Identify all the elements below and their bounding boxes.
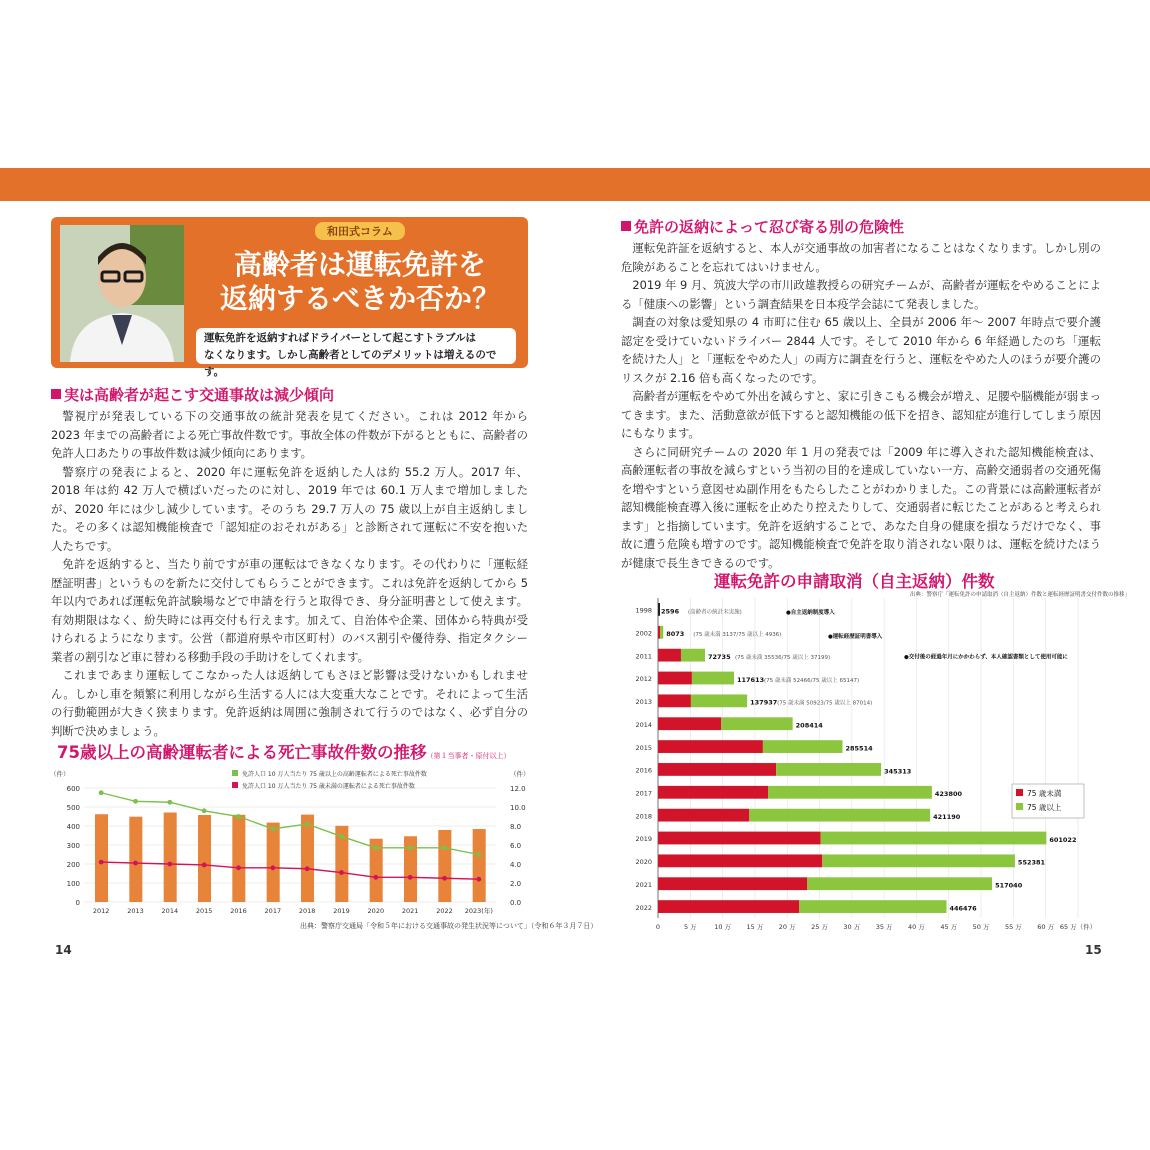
x-tick-label: 5 万 bbox=[683, 923, 697, 931]
line-point bbox=[408, 845, 413, 850]
right-chart bbox=[618, 588, 1131, 934]
line-point bbox=[442, 876, 447, 881]
line-point bbox=[167, 800, 172, 805]
bar-detail-label: (75 歳未満 3137/75 歳以上 4936) bbox=[693, 632, 782, 639]
x-tick-label: 2023(年) bbox=[464, 907, 493, 915]
line-point bbox=[99, 790, 104, 795]
right-paragraph: 調査の対象は愛知県の 4 市町に住む 65 歳以上、全員が 2006 年～ 2007 年時点で要介護認定を受けていないドライバー 2844 人です。そして 2010 年から 6 年経過したのち「運転を続けた人」と「運転をやめた人」の両方に調査を行うと、運転をやめた人のほうが要介護のリスクが 2.16 倍も高くなったのです。 bbox=[621, 315, 1101, 385]
y-tick-label: 2011 bbox=[635, 652, 652, 661]
bar bbox=[95, 814, 108, 902]
bar-segment-under-75 bbox=[658, 809, 749, 822]
legend-label: 75 歳以上 bbox=[1027, 803, 1062, 812]
right-paragraph: 高齢者が運転をやめて外出を減らすと、家に引きこもる機会が増え、足腰や脳機能が弱まってきます。また、活動意欲が低下すると認知機能の低下を招き、認知症が進行してしまう原因にもなります。 bbox=[621, 389, 1101, 440]
y-tick-label: 2013 bbox=[635, 698, 652, 707]
bar-segment-75-plus bbox=[763, 740, 843, 753]
column-tag-label: 和田式コラム bbox=[315, 222, 405, 240]
bar-segment-75-plus bbox=[749, 809, 930, 822]
legend-label: 75 歳未満 bbox=[1027, 789, 1062, 798]
right-paragraph: 運転免許証を返納すると、本人が交通事故の加害者になることはなくなります。しかし別の危険があることを忘れてはいけません。 bbox=[621, 241, 1101, 274]
bar-segment-under-75 bbox=[658, 672, 692, 685]
x-tick-label: 2015 bbox=[195, 907, 213, 915]
page-number-right: 15 bbox=[1085, 943, 1102, 957]
x-tick-label: 2021 bbox=[401, 907, 419, 915]
left-section-heading bbox=[51, 384, 334, 405]
line-point bbox=[305, 822, 310, 827]
line-point bbox=[99, 860, 104, 865]
right-section-heading bbox=[621, 216, 904, 237]
left-chart-subtitle: （第１当事者・原付以上） bbox=[426, 752, 511, 760]
author-portrait bbox=[60, 225, 184, 362]
x-tick-label: 2013 bbox=[127, 907, 144, 915]
bar-detail-label: (75 歳未満 35536/75 歳以上 37199) bbox=[734, 654, 831, 661]
line-point bbox=[167, 862, 172, 867]
bar-total-label: 137937 bbox=[750, 698, 778, 707]
bar-segment-under-75 bbox=[658, 763, 776, 776]
bar bbox=[129, 817, 142, 902]
bar-total-label: 2596 bbox=[661, 607, 680, 616]
bar bbox=[473, 829, 486, 902]
legend-label: 免許人口 10 万人当たり 75 歳以上の高齢運転者による死亡事故件数 bbox=[242, 771, 427, 778]
bar-total-label: 208414 bbox=[795, 721, 823, 730]
bar-segment-under-75 bbox=[658, 900, 799, 913]
line-point bbox=[476, 877, 481, 882]
column-lead bbox=[196, 328, 516, 378]
bar bbox=[267, 823, 280, 902]
y-tick-label-left: 100 bbox=[66, 880, 80, 888]
bar-segment-75-plus bbox=[807, 877, 992, 890]
left-chart-source: 出典：警察庁交通局「令和５年における交通事故の発生状況等について」（令和６年３月７日） bbox=[300, 922, 598, 930]
column-tag bbox=[200, 222, 520, 240]
x-tick-label: 50 万 bbox=[972, 923, 990, 931]
y-tick-label: 2019 bbox=[635, 835, 652, 844]
line-point bbox=[442, 845, 447, 850]
y-tick-label-left: 300 bbox=[66, 842, 80, 850]
bar-total-label: 8073 bbox=[666, 630, 685, 639]
bar bbox=[198, 815, 211, 902]
square-bullet-icon bbox=[51, 389, 61, 399]
bar-segment-75-plus bbox=[721, 717, 792, 730]
annotation-label: ●自主返納制度導入 bbox=[786, 610, 835, 616]
annotation-label: ●交付後の経過年月にかかわらず、本人確認書類として使用可能に bbox=[904, 654, 1068, 661]
left-section-heading-text: 実は高齢者が起こす交通事故は減少傾向 bbox=[64, 386, 335, 404]
column-title-line2: 返納するべきか否か？ bbox=[219, 282, 500, 315]
bar-segment-75-plus bbox=[768, 786, 932, 799]
y-tick-label-left: 600 bbox=[66, 785, 80, 793]
line-point bbox=[270, 865, 275, 870]
y-axis-unit-left: （件） bbox=[50, 770, 70, 778]
left-chart-title-text: 75歳以上の高齢運転者による死亡事故件数の推移 bbox=[57, 743, 427, 762]
line-point bbox=[133, 799, 138, 804]
bar-segment bbox=[658, 603, 660, 616]
bar-segment-under-75 bbox=[658, 854, 822, 867]
bar-total-label: 345313 bbox=[884, 767, 912, 776]
y-tick-label: 2018 bbox=[635, 812, 652, 821]
bar-segment-under-75 bbox=[658, 649, 681, 662]
y-tick-label-right: 0.0 bbox=[510, 899, 522, 907]
bar-segment-75-plus bbox=[692, 672, 734, 685]
y-tick-label-right: 12.0 bbox=[510, 785, 526, 793]
left-paragraph: これまであまり運転してこなかった人は返納してもさほど影響は受けないかもしれません。しかし車を頻繁に利用しながら生活する人には大変重大なことです。それによって生活の行動範囲が大きく狭まります。免許返納は周囲に強制されて行うのではなく、必ず自分の判断で決めましょう。 bbox=[51, 668, 528, 738]
y-tick-label: 2016 bbox=[635, 766, 652, 775]
bar-segment-75-plus bbox=[821, 832, 1047, 845]
bar-segment-75-plus bbox=[822, 854, 1015, 867]
bar-segment-75-plus bbox=[681, 649, 705, 662]
line-point bbox=[236, 814, 241, 819]
line-point bbox=[373, 875, 378, 880]
x-tick-label: 25 万 bbox=[811, 923, 828, 931]
x-tick-label: 0 bbox=[655, 923, 661, 931]
x-tick-label: 45 万 bbox=[940, 923, 958, 931]
square-bullet-icon bbox=[621, 221, 631, 231]
x-tick-label: 65 万（件） bbox=[1059, 923, 1097, 931]
x-tick-label: 2020 bbox=[367, 907, 385, 915]
right-paragraph: さらに同研究チームの 2020 年 1 月の発表では「2009 年に導入された認知機能検査は、高齢運転者の事故を減らすという当初の目的を達成していない一方、高齢交通弱者の交通死傷を増やすという意図せぬ副作用をもたらしたことがわかりました。この背景には高齢運転者が認知機能検査導入後に運転を止めたり控えたりして、交通弱者に転じたことがあると考えられます」と指摘しています。免許を返納することで、あなた自身の健康を損なうだけでなく、事故に遭う危険も増すのです。認知機能検査で免許を取り消されない限りは、運転を続けたほうが健康で長生きできるのです。 bbox=[621, 444, 1101, 570]
right-chart-title: 運転免許の申請取消（自主返納）件数 bbox=[714, 572, 995, 591]
x-tick-label: 2019 bbox=[333, 907, 350, 915]
series-line-under-75 bbox=[101, 862, 479, 879]
bar-detail-label: (高齢者の統計未実施) bbox=[688, 609, 742, 616]
bar-total-label: 601022 bbox=[1049, 835, 1077, 844]
bar-total-label: 446476 bbox=[949, 904, 977, 913]
bar-segment-under-75 bbox=[658, 694, 691, 707]
bar-total-label: 552381 bbox=[1017, 858, 1046, 867]
line-point bbox=[339, 834, 344, 839]
y-tick-label: 2022 bbox=[635, 903, 652, 912]
page-number-left: 14 bbox=[55, 943, 72, 957]
bar bbox=[164, 813, 177, 902]
x-tick-label: 60 万 bbox=[1037, 923, 1055, 931]
y-tick-label-left: 200 bbox=[66, 861, 80, 869]
line-point bbox=[305, 866, 310, 871]
legend-swatch bbox=[232, 770, 238, 776]
legend-swatch bbox=[232, 782, 238, 788]
y-tick-label: 2020 bbox=[635, 858, 652, 867]
y-tick-label-left: 500 bbox=[66, 804, 80, 812]
line-point bbox=[270, 826, 275, 831]
bar-segment-under-75 bbox=[658, 717, 721, 730]
column-title-line1: 高齢者は運転免許を bbox=[233, 248, 486, 281]
bar-total-label: 517040 bbox=[995, 881, 1023, 890]
y-tick-label-right: 10.0 bbox=[510, 804, 526, 812]
left-paragraph: 警視庁が発表している下の交通事故の統計発表を見てください。これは 2012 年から 2023 年までの高齢者による死亡事故件数です。事故全体の件数が下がるとともに、高齢者の免許人口あたりの事故件数は減少傾向にあります。 bbox=[51, 409, 528, 460]
bar-detail-label: (75 歳未満 50923/75 歳以上 87014) bbox=[777, 700, 873, 707]
legend-label: 免許人口 10 万人当たり 75 歳未満の運転者による死亡事故件数 bbox=[242, 783, 415, 790]
left-paragraph: 警察庁の発表によると、2020 年に運転免許を返納した人は約 55.2 万人。2017 年、2018 年は約 42 万人で横ばいだったのに対し、2019 年では 60.1 万人まで増加しましたが、2020 年には少し減少しています。そのうち 29.7 万人の 75 歳以上が自主返納しました。その多くは認知機能検査で「認知症のおそれがある」と診断されて運転に不安を抱いた人たちです。 bbox=[51, 464, 528, 553]
y-tick-label: 2015 bbox=[635, 743, 652, 752]
column-lead-line1: 運転免許を返納すればドライバーとして起こすトラブルは bbox=[204, 332, 477, 344]
x-tick-label: 35 万 bbox=[875, 923, 893, 931]
x-tick-label: 55 万 bbox=[1004, 923, 1022, 931]
x-tick-label: 2016 bbox=[230, 907, 247, 915]
y-tick-label-right: 2.0 bbox=[510, 880, 522, 888]
y-axis-unit-right: （件） bbox=[510, 770, 530, 778]
x-tick-label: 2014 bbox=[161, 907, 179, 915]
x-tick-label: 10 万 bbox=[714, 923, 732, 931]
bar-total-label: 423800 bbox=[934, 790, 963, 799]
left-chart bbox=[46, 764, 532, 920]
y-tick-label: 1998 bbox=[635, 606, 652, 615]
bar-segment-under-75 bbox=[658, 832, 821, 845]
y-tick-label-left: 400 bbox=[66, 823, 80, 831]
x-tick-label: 40 万 bbox=[908, 923, 925, 931]
y-tick-label-right: 4.0 bbox=[510, 861, 522, 869]
annotation-label: ●運転経歴証明書導入 bbox=[828, 634, 883, 640]
line-point bbox=[476, 852, 481, 857]
bar-total-label: 421190 bbox=[933, 812, 961, 821]
bar bbox=[301, 815, 314, 902]
x-tick-label: 2017 bbox=[264, 907, 282, 915]
bar-total-label: 117613 bbox=[736, 675, 765, 684]
author-portrait-icon bbox=[60, 225, 184, 362]
bar-segment-under-75 bbox=[658, 877, 807, 890]
line-point bbox=[133, 861, 138, 866]
bar-total-label: 285514 bbox=[845, 744, 873, 753]
x-tick-label: 2018 bbox=[298, 907, 316, 915]
line-point bbox=[202, 863, 207, 868]
y-tick-label-right: 8.0 bbox=[510, 823, 522, 831]
bar-segment-under-75 bbox=[658, 740, 763, 753]
y-tick-label: 2021 bbox=[635, 880, 652, 889]
left-chart-title bbox=[57, 739, 510, 763]
y-tick-label: 2002 bbox=[635, 629, 652, 638]
x-tick-label: 20 万 bbox=[778, 923, 796, 931]
column-lead-line2: なくなります。しかし高齢者としてのデメリットは増えるのです。 bbox=[204, 349, 497, 378]
bar-segment-under-75 bbox=[658, 786, 768, 799]
column-title bbox=[195, 248, 525, 316]
y-tick-label-right: 6.0 bbox=[510, 842, 522, 850]
line-point bbox=[408, 875, 413, 880]
x-tick-label: 2022 bbox=[436, 907, 453, 915]
bar bbox=[232, 815, 245, 902]
line-point bbox=[236, 865, 241, 870]
bar-segment-under-75 bbox=[658, 626, 660, 639]
bar-detail-label: (75 歳未満 52466/75 歳以上 65147) bbox=[763, 677, 860, 684]
bar-total-label: 72735 bbox=[707, 652, 731, 661]
y-tick-label: 2017 bbox=[635, 789, 652, 798]
bar-segment-75-plus bbox=[660, 626, 663, 639]
right-paragraph: 2019 年 9 月、筑波大学の市川政雄教授らの研究チームが、高齢者が運転をやめることによる「健康への影響」という調査結果を日本疫学会誌にて発表しました。 bbox=[621, 278, 1101, 311]
bar-segment-75-plus bbox=[776, 763, 881, 776]
y-tick-label: 2014 bbox=[635, 720, 652, 729]
line-point bbox=[339, 870, 344, 875]
right-body-text bbox=[621, 239, 1101, 572]
line-point bbox=[202, 808, 207, 813]
right-section-heading-text: 免許の返納によって忍び寄る別の危険性 bbox=[634, 218, 905, 236]
legend-swatch bbox=[1016, 803, 1023, 810]
left-paragraph: 免許を返納すると、当たり前ですが車の運転はできなくなります。その代わりに「運転経歴証明書」というものを新たに交付してもらうことができます。これは免許を返納してから 5 年以内であれば運転免許試験場などで申請を行うと取得でき、身分証明書として使えます。有効期限はなく、紛失時には再交付も行えます。加えて、自治体や企業、団体から特典が受けられるようになります。公営（都道府県や市区町村）のバス割引や優待券、指定タクシー業者の割引など車に替わる移動手段の手助けをしてくれます。 bbox=[51, 557, 528, 664]
y-tick-label: 2012 bbox=[635, 675, 652, 684]
bar-segment-75-plus bbox=[799, 900, 946, 913]
chart-source: 出典：警察庁「運転免許の申請取消（自主返納）件数と運転経歴証明書交付件数の推移」 bbox=[910, 592, 1131, 598]
left-body-text bbox=[51, 407, 528, 740]
legend-swatch bbox=[1016, 789, 1023, 796]
bar bbox=[438, 830, 451, 902]
top-color-band bbox=[0, 168, 1150, 201]
y-tick-label-left: 0 bbox=[75, 899, 80, 907]
x-tick-label: 30 万 bbox=[843, 923, 861, 931]
line-point bbox=[373, 845, 378, 850]
x-tick-label: 2012 bbox=[92, 907, 110, 915]
bar-segment-75-plus bbox=[691, 694, 747, 707]
x-tick-label: 15 万 bbox=[746, 923, 764, 931]
